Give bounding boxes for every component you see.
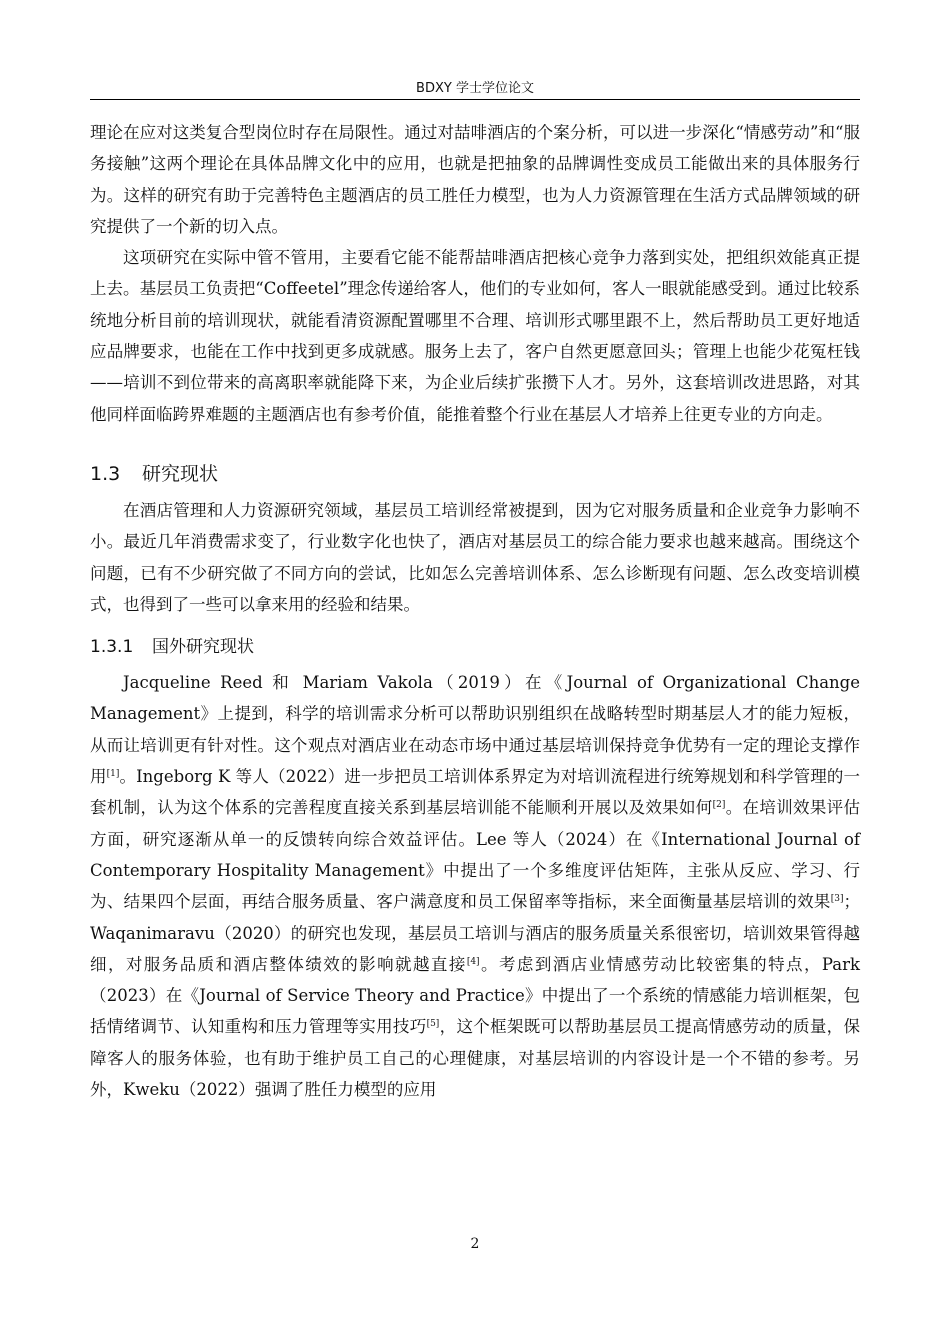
paragraph-continued: 理论在应对这类复合型岗位时存在局限性。通过对喆啡酒店的个案分析，可以进一步深化“情感劳动”和“服务接触”这两个理论在具体品牌文化中的应用，也就是把抽象的品牌调性变成员工能做出来的具体服务行为。这样的研究有助于完善特色主题酒店的员工胜任力模型，也为人力资源管理在生活方式品牌领域的研究提供了一个新的切入点。	[90, 123, 860, 236]
header-divider	[90, 99, 860, 100]
paragraph-research-status: 在酒店管理和人力资源研究领域，基层员工培训经常被提到，因为它对服务质量和企业竞争力影响不小。最近几年消费需求变了，行业数字化也快了，酒店对基层员工的综合能力要求也越来越高。围绕这个问题，已有不少研究做了不同方向的尝试，比如怎么完善培训体系、怎么诊断现有问题、怎么改变培训模式，也得到了一些可以拿来用的经验和结果。	[90, 500, 860, 614]
subsection-heading-1-3-1	[90, 633, 860, 661]
running-header: BDXY 学士学位论文	[416, 81, 534, 96]
citation-1: [1]	[106, 769, 120, 780]
paragraph-significance: 这项研究在实际中管不管用，主要看它能不能帮喆啡酒店把核心竞争力落到实处，把组织效能真正提上去。基层员工负责把“Coffeetel”理念传递给客人，他们的专业如何，客人一眼就能感受到。通过比较系统地分析目前的培训现状，就能看清资源配置哪里不合理、培训形式哪里跟不上，然后帮助员工更好地适应品牌要求，也能在工作中找到更多成就感。服务上去了，客户自然更愿意回头；管理上也能少花冤枉钱——培训不到位带来的高离职率就能降下来，为企业后续扩张攒下人才。另外，这套培训改进思路，对其他同样面临跨界难题的主题酒店也有参考价值，能推着整个行业在基层人才培养上往更专业的方向走。	[90, 248, 860, 424]
citation-4: [4]	[466, 956, 480, 967]
subsection-title: 国外研究现状	[152, 637, 254, 658]
section-number: 1.3	[90, 462, 121, 485]
text-segment: ，这个框架既可以帮助基层员工提高情感劳动的质量，保障客人的服务体验，也有助于维护员工自己的心理健康，对基层培训的内容设计是一个不错的参考。另外，Kweku（2022）强调了胜任力模型的应用	[90, 1017, 861, 1100]
text-segment: 。考虑到酒店业情感劳动比较密集的特点，Park（2023）在《Journal of Service Theory and Practice》中提出了一个系统的情感能力培训框架，包括情绪调节、认知重构和压力管理等实用技巧	[90, 954, 861, 1037]
subsection-number: 1.3.1	[90, 637, 134, 658]
paragraph-foreign-research	[90, 667, 860, 1105]
page-number: 2	[470, 1236, 480, 1252]
citation-5: [5]	[426, 1019, 440, 1030]
text-segment: Jacqueline Reed 和 Mariam Vakola（2019）在《Journal of Organizational Change Management》上提到，科学的培训需求分析可以帮助识别组织在战略转型时期基层人才的能力短板，从而让培训更有针对性。这个观点对酒店业在动态市场中通过基层培训保持竞争优势有一定的理论支撑作用	[90, 673, 860, 787]
section-title: 研究现状	[142, 462, 219, 485]
section-heading-1-3	[90, 460, 860, 488]
text-segment: 。Ingeborg K 等人（2022）进一步把员工培训体系界定为对培训流程进行统筹规划和科学管理的一套机制，认为这个体系的完善程度直接关系到基层培训能不能顺利开展以及效果如何	[90, 767, 860, 818]
citation-2: [2]	[712, 800, 726, 811]
text-segment: ；Waqanimaravu（2020）的研究也发现，基层员工培训与酒店的服务质量关系很密切，培训效果管得越细，对服务品质和酒店整体绩效的影响就越直接	[90, 892, 860, 974]
body-text	[90, 117, 860, 1105]
text-segment: 。在培训效果评估方面，研究逐渐从单一的反馈转向综合效益评估。Lee 等人（2024）在《International Journal of Contemporary Hospitality Management》中提出了一个多维度评估矩阵，主张从反应、学习、行为、结果四个层面，再结合服务质量、客户满意度和员工保留率等指标，来全面衡量基层培训的效果	[90, 798, 861, 912]
citation-3: [3]	[830, 894, 844, 905]
